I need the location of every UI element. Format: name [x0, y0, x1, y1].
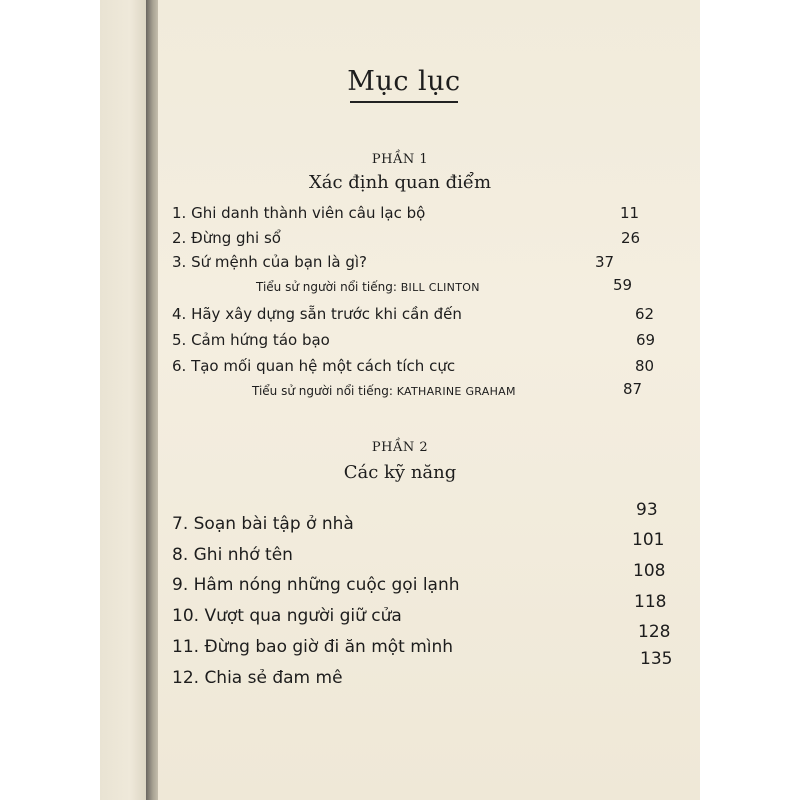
bio-entry: [256, 276, 756, 302]
toc-entry-label: 8. Ghi nhớ tên: [172, 545, 293, 565]
toc-entry: [172, 649, 673, 692]
toc-entry-label: 6. Tạo mối quan hệ một cách tích cực: [172, 357, 456, 375]
toc-entry-page: 26: [621, 229, 641, 247]
toc-entry-page: 80: [635, 357, 655, 375]
toc-entry-page: 11: [620, 204, 640, 222]
toc-entry-label: 2. Đừng ghi sổ: [172, 229, 281, 247]
part2-label: PHẦN 2: [371, 440, 429, 455]
toc-entry-page: 118: [634, 592, 667, 612]
bio-entry: [252, 380, 752, 406]
toc-entry-page: 62: [635, 305, 655, 323]
toc-entry: [172, 592, 672, 630]
toc-entry: [172, 253, 672, 277]
toc-entry-page: 37: [595, 253, 615, 271]
bio-prefix: Tiểu sử người nổi tiếng:: [252, 384, 397, 398]
bio-name: BILL CLINTON: [400, 281, 480, 294]
toc-entry-page: 135: [640, 649, 673, 669]
title-underline: [350, 101, 458, 103]
toc-entry-label: 7. Soạn bài tập ở nhà: [172, 514, 354, 534]
toc-entry-label: 1. Ghi danh thành viên câu lạc bộ: [172, 204, 426, 222]
toc-entry-page: 69: [636, 331, 656, 349]
toc-entry-label: 3. Sứ mệnh của bạn là gì?: [172, 253, 367, 271]
toc-entry-label: 5. Cảm hứng táo bạo: [172, 331, 330, 349]
toc-entry-label: 9. Hâm nóng những cuộc gọi lạnh: [172, 575, 460, 595]
toc-entry-page: 101: [632, 530, 665, 550]
part1-title: Xác định quan điểm: [308, 172, 492, 193]
bio-page: 59: [613, 276, 633, 294]
toc-entry: [172, 622, 672, 661]
toc-entry-page: 108: [633, 561, 666, 581]
toc-entry-label: 4. Hãy xây dựng sẵn trước khi cần đến: [172, 305, 462, 323]
toc-entry: [172, 561, 672, 599]
left-page-edge: [100, 0, 150, 800]
toc-entry-label: 11. Đừng bao giờ đi ăn một mình: [172, 637, 454, 657]
part2-title: Các kỹ năng: [343, 462, 457, 483]
bio-page: 87: [623, 380, 643, 398]
toc-entry-page: 93: [636, 500, 658, 520]
toc-entry: [172, 229, 672, 253]
toc-entry-label: 10. Vượt qua người giữ cửa: [172, 606, 402, 626]
toc-entry: [172, 305, 672, 329]
toc-page: [158, 0, 700, 800]
toc-entry-label: 12. Chia sẻ đam mê: [172, 668, 343, 688]
toc-entry: [172, 357, 672, 381]
toc-entry: [172, 204, 672, 228]
bio-name: KATHARINE GRAHAM: [396, 385, 516, 398]
toc-entry-page: 128: [638, 622, 671, 642]
toc-entry: [172, 530, 672, 569]
toc-title: Mục lục: [347, 66, 461, 97]
bio-prefix: Tiểu sử người nổi tiếng:: [256, 280, 401, 294]
toc-entry: [172, 331, 672, 355]
toc-entry: [172, 500, 672, 538]
part1-label: PHẦN 1: [371, 152, 429, 167]
